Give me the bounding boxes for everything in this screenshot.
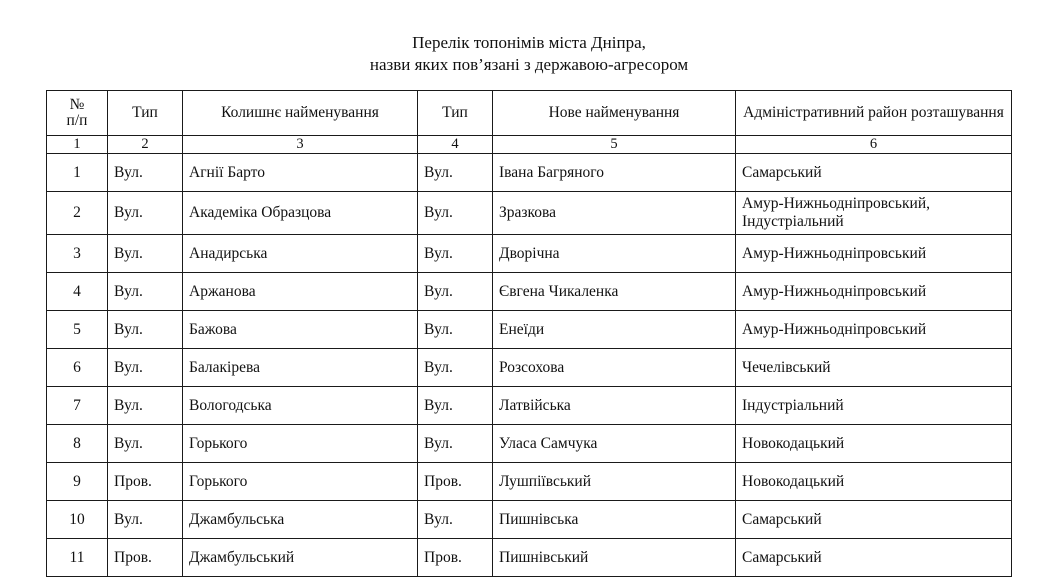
table-head xyxy=(47,91,1012,154)
cell-type-new: Вул. xyxy=(418,154,493,192)
column-number-5: 5 xyxy=(493,136,736,154)
table-row xyxy=(47,349,1012,387)
table-row xyxy=(47,463,1012,501)
cell-new-name: Уласа Самчука xyxy=(493,425,736,463)
cell-district: Самарський xyxy=(736,501,1012,539)
cell-index: 1 xyxy=(47,154,108,192)
cell-old-name: Балакірева xyxy=(183,349,418,387)
cell-index: 8 xyxy=(47,425,108,463)
cell-district: Індустріальний xyxy=(736,387,1012,425)
cell-type-new: Вул. xyxy=(418,235,493,273)
cell-old-name: Бажова xyxy=(183,311,418,349)
cell-type-new: Вул. xyxy=(418,311,493,349)
toponyms-table-container xyxy=(46,90,1012,577)
column-number-2: 2 xyxy=(108,136,183,154)
table-row xyxy=(47,387,1012,425)
cell-index: 11 xyxy=(47,539,108,577)
cell-type-old: Вул. xyxy=(108,349,183,387)
cell-old-name: Агнії Барто xyxy=(183,154,418,192)
column-header-index xyxy=(47,91,108,136)
column-header-type-old: Тип xyxy=(108,91,183,136)
table-row xyxy=(47,154,1012,192)
cell-type-new: Вул. xyxy=(418,425,493,463)
column-number-4: 4 xyxy=(418,136,493,154)
page-title-line-1: Перелік топонімів міста Дніпра, xyxy=(412,33,646,52)
cell-district: Амур-Нижньодніпровський xyxy=(736,235,1012,273)
table-row xyxy=(47,192,1012,235)
cell-index: 7 xyxy=(47,387,108,425)
cell-index: 3 xyxy=(47,235,108,273)
column-header-index-bottom: п/п xyxy=(66,112,88,129)
column-header-old-name: Колишнє найменування xyxy=(183,91,418,136)
cell-new-name: Дворічна xyxy=(493,235,736,273)
cell-type-old: Вул. xyxy=(108,154,183,192)
column-header-district: Адміністративний район розташування xyxy=(736,91,1012,136)
cell-district: Самарський xyxy=(736,154,1012,192)
cell-type-new: Вул. xyxy=(418,349,493,387)
table-row xyxy=(47,425,1012,463)
cell-new-name: Лушпіївський xyxy=(493,463,736,501)
cell-type-new: Вул. xyxy=(418,192,493,235)
cell-district: Новокодацький xyxy=(736,425,1012,463)
column-number-1: 1 xyxy=(47,136,108,154)
page-title-line-2: назви яких пов’язані з державою-агресором xyxy=(369,55,689,74)
cell-new-name: Євгена Чикаленка xyxy=(493,273,736,311)
table-row xyxy=(47,235,1012,273)
column-header-new-name: Нове найменування xyxy=(493,91,736,136)
toponyms-table xyxy=(46,90,1012,577)
table-row xyxy=(47,311,1012,349)
cell-type-old: Вул. xyxy=(108,425,183,463)
table-body xyxy=(47,154,1012,577)
cell-type-new: Пров. xyxy=(418,463,493,501)
column-number-6: 6 xyxy=(736,136,1012,154)
cell-district: Амур-Нижньодніпровський xyxy=(736,311,1012,349)
cell-type-old: Пров. xyxy=(108,463,183,501)
cell-index: 4 xyxy=(47,273,108,311)
cell-type-old: Вул. xyxy=(108,192,183,235)
cell-type-old: Вул. xyxy=(108,387,183,425)
cell-new-name: Розсохова xyxy=(493,349,736,387)
cell-new-name: Зразкова xyxy=(493,192,736,235)
cell-old-name: Горького xyxy=(183,425,418,463)
cell-old-name: Горького xyxy=(183,463,418,501)
cell-district: Новокодацький xyxy=(736,463,1012,501)
page-title xyxy=(0,0,1058,76)
cell-new-name: Івана Багряного xyxy=(493,154,736,192)
column-number-row xyxy=(47,136,1012,154)
cell-type-new: Пров. xyxy=(418,539,493,577)
cell-district: Самарський xyxy=(736,539,1012,577)
cell-index: 6 xyxy=(47,349,108,387)
cell-new-name: Пишнівський xyxy=(493,539,736,577)
cell-district: Амур-Нижньодніпровський xyxy=(736,273,1012,311)
cell-new-name: Латвійська xyxy=(493,387,736,425)
table-row xyxy=(47,273,1012,311)
cell-new-name: Пишнівська xyxy=(493,501,736,539)
cell-old-name: Джамбульський xyxy=(183,539,418,577)
cell-index: 10 xyxy=(47,501,108,539)
cell-old-name: Аржанова xyxy=(183,273,418,311)
cell-index: 2 xyxy=(47,192,108,235)
column-header-type-new: Тип xyxy=(418,91,493,136)
cell-district: Амур-Нижньодніпровський, Індустріальний xyxy=(736,192,1012,235)
cell-old-name: Вологодська xyxy=(183,387,418,425)
cell-index: 5 xyxy=(47,311,108,349)
cell-type-old: Пров. xyxy=(108,539,183,577)
column-number-3: 3 xyxy=(183,136,418,154)
cell-district: Чечелівський xyxy=(736,349,1012,387)
table-header-row xyxy=(47,91,1012,136)
cell-type-old: Вул. xyxy=(108,501,183,539)
table-row xyxy=(47,501,1012,539)
cell-type-old: Вул. xyxy=(108,273,183,311)
cell-type-new: Вул. xyxy=(418,273,493,311)
cell-old-name: Джамбульська xyxy=(183,501,418,539)
cell-type-old: Вул. xyxy=(108,311,183,349)
cell-type-old: Вул. xyxy=(108,235,183,273)
cell-index: 9 xyxy=(47,463,108,501)
column-header-index-top: № xyxy=(69,96,85,113)
cell-old-name: Анадирська xyxy=(183,235,418,273)
table-row xyxy=(47,539,1012,577)
cell-old-name: Академіка Образцова xyxy=(183,192,418,235)
cell-type-new: Вул. xyxy=(418,387,493,425)
cell-type-new: Вул. xyxy=(418,501,493,539)
cell-new-name: Енеїди xyxy=(493,311,736,349)
